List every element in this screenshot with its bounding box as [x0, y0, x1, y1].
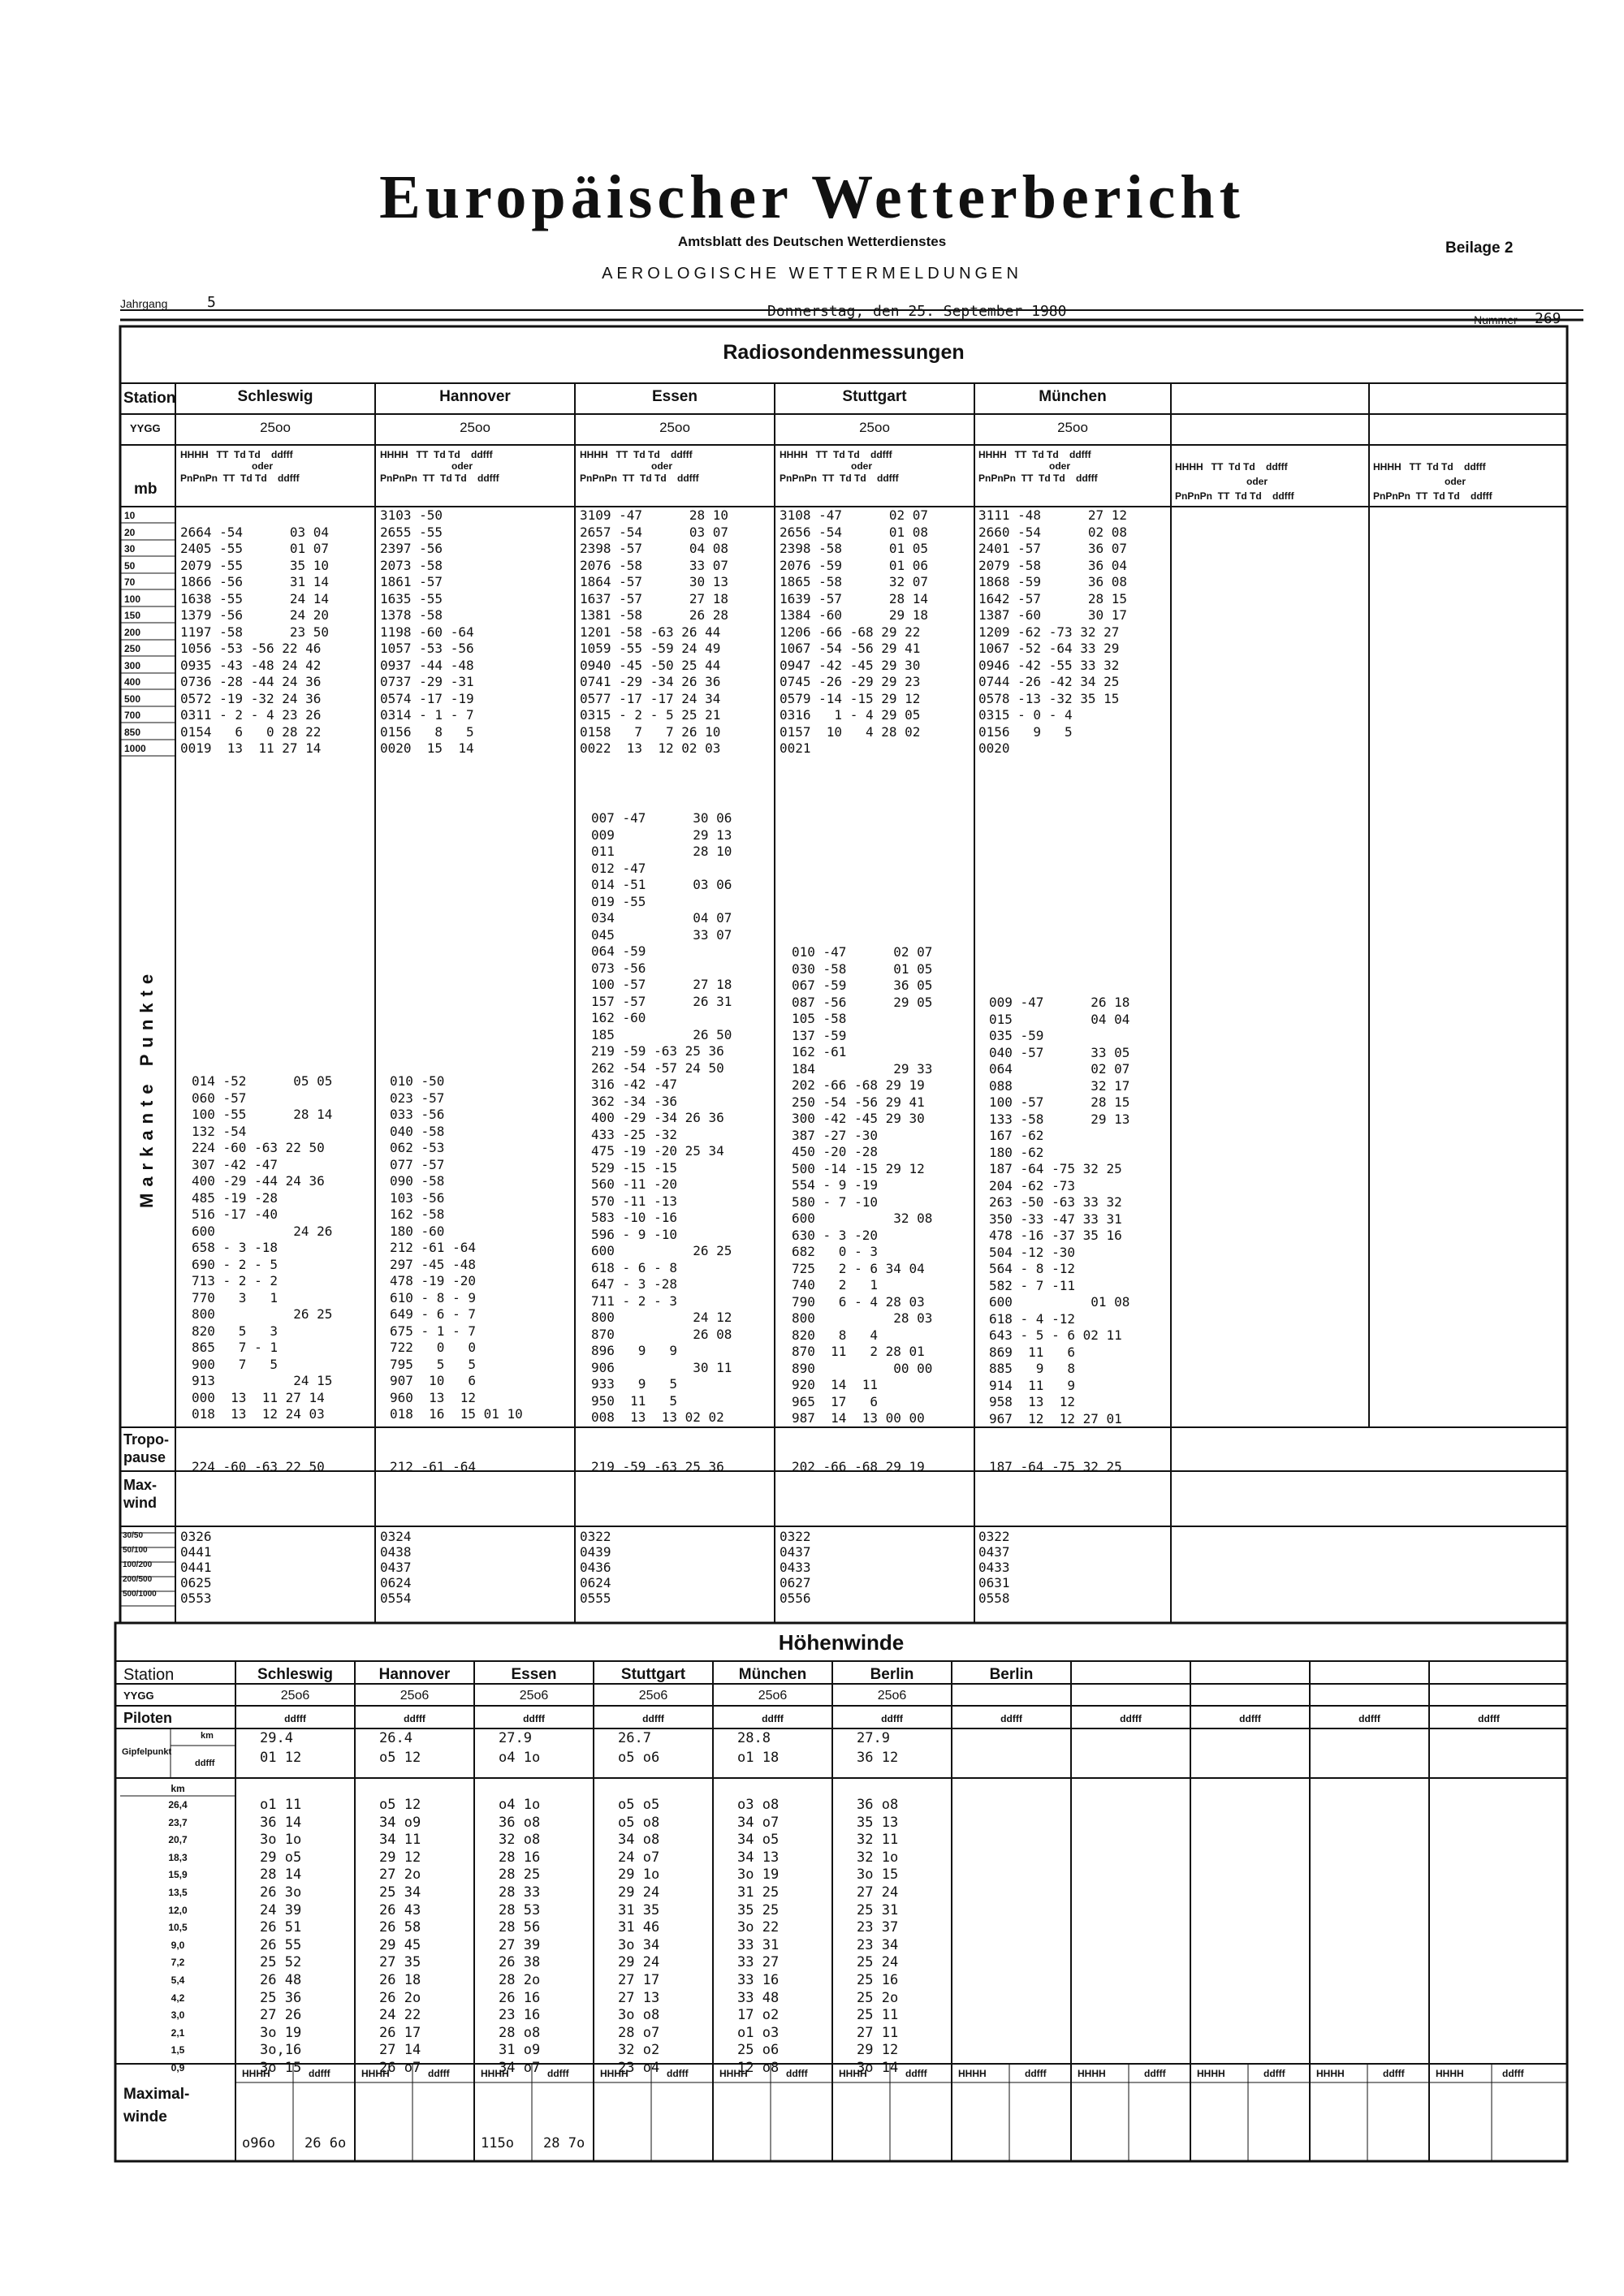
hw-station-yygg: 25o6	[638, 1689, 668, 1703]
tropopause-value: 187 -64 -75 32 25	[989, 1459, 1122, 1474]
station-name: Hannover	[439, 388, 511, 405]
significant-points-data: 010 -47 02 07 030 -58 01 05 067 -59 36 05 087 -56 29 05 105 -58 137 -59 162 -61 184 29 33 202 -66 -68 29 19 250 -54 -56 29 41 300 -42 -45 29 30 387 -27 -30 450 -20 -28 500 -14 -15 29 12 554 - 9 -19 580 - 7 -10 600 32 08 630 - 3 -20 682 0 - 3 725 2 - 6 34 04 740 2 1 790 6 - 4 28 03 800 28 03 820 8 4 870 11 2 28 01 890 00 00 920 14 11 965 17 6 987 14 13 00 00	[792, 944, 933, 1426]
significant-points-data: 014 -52 05 05 060 -57 100 -55 28 14 132 -54 224 -60 -63 22 50 307 -42 -47 400 -29 -44 24 36 485 -19 -28 516 -17 -40 600 24 26 658 - 3 -18 690 - 2 - 5 713 - 2 - 2 770 3 1 800 26 25 820 5 3 865 7 - 1 900 7 5 913 24 15 000 13 11 27 14 018 13 12 24 03	[192, 1073, 333, 1422]
max-ddfff-header: ddfff	[905, 2068, 927, 2079]
gipfel-ddfff: o1 18	[737, 1750, 780, 1766]
maxwind-values: 0324 0438 0437 0624 0554	[380, 1529, 412, 1606]
hw-station-name: Essen	[511, 1666, 557, 1683]
significant-points-data: 009 -47 26 18 015 04 04 035 -59 040 -57 33 05 064 02 07 088 32 17 100 -57 28 15 133 -58 29 13 167 -62 180 -62 187 -64 -75 32 25 204 -62 -73 263 -50 -63 33 32 350 -33 -47 33 31 478 -16 -37 35 16 504 -12 -30 564 - 8 -12 582 - 7 -11 600 01 08 618 - 4 -12 643 - 5 - 6 02 11 869 11 6 885 9 8 914 11 9 958 13 12 967 12 12 27 01	[989, 995, 1130, 1426]
column-header-oder: oder	[651, 460, 673, 472]
max-hhhh-header: HHHH	[600, 2068, 628, 2079]
gipfel-ddfff: o4 1o	[499, 1750, 541, 1766]
hw-piloten-unit: ddfff	[523, 1713, 545, 1724]
gipfel-km: 29.4	[260, 1730, 293, 1746]
column-header: HHHH TT Td Td ddfff	[580, 449, 693, 460]
hw-station-yygg: 25o6	[519, 1689, 549, 1703]
max-ddfff-value: 26 6o	[304, 2135, 347, 2151]
max-hhhh-header: HHHH	[481, 2068, 509, 2079]
maxwind-values: 0326 0441 0441 0625 0553	[180, 1529, 212, 1606]
hw-station-yygg: 25o6	[758, 1689, 788, 1703]
hw-piloten-unit: ddfff	[404, 1713, 425, 1724]
max-ddfff-header: ddfff	[547, 2068, 569, 2079]
column-header: HHHH TT Td Td ddfff	[1175, 461, 1288, 473]
standard-levels-data: 3109 -47 28 10 2657 -54 03 07 2398 -57 04 08 2076 -58 33 07 1864 -57 30 13 1637 -57 27 18 1381 -58 26 28 1201 -58 -63 26 44 1059 -55 -59 24 49 0940 -45 -50 25 44 0741 -29 -34 26 36 0577 -17 -17 24 34 0315 - 2 - 5 25 21 0158 7 7 26 10 0022 13 12 02 03	[580, 507, 729, 756]
max-ddfff-header: ddfff	[786, 2068, 808, 2079]
markante-punkte-label: Markante Punkte	[136, 967, 157, 1208]
hw-piloten-unit: ddfff	[762, 1713, 784, 1724]
hw-piloten-unit: ddfff	[642, 1713, 664, 1724]
max-ddfff-header: ddfff	[1263, 2068, 1285, 2079]
max-ddfff-value: 28 7o	[543, 2135, 585, 2151]
page-subtitle: Amtsblatt des Deutschen Wetterdienstes	[677, 234, 947, 249]
maxwind-label: Max-wind	[123, 1477, 158, 1511]
gipfel-ddfff: o5 12	[379, 1750, 421, 1766]
maxwind-levels: 30/50 50/100 100/200 200/500 500/1000	[123, 1531, 157, 1599]
km-header: km	[171, 1783, 185, 1794]
max-ddfff-header: ddfff	[667, 2068, 689, 2079]
gipfel-km: 26.7	[618, 1730, 651, 1746]
column-header-oder: oder	[1246, 476, 1268, 487]
tropopause-value: 212 -61 -64	[390, 1459, 476, 1474]
column-header: PnPnPn TT Td Td ddfff	[1175, 490, 1294, 502]
max-hhhh-header: HHHH	[1078, 2068, 1106, 2079]
radiosonde-title: Radiosondenmessungen	[723, 341, 965, 364]
max-hhhh-header: HHHH	[1316, 2068, 1345, 2079]
column-header: HHHH TT Td Td ddfff	[978, 449, 1091, 460]
station-name: Stuttgart	[842, 388, 907, 405]
significant-points-data: 010 -50 023 -57 033 -56 040 -58 062 -53 077 -57 090 -58 103 -56 162 -58 180 -60 212 -61 -64 297 -45 -48 478 -19 -20 610 - 8 - 9 649 - 6 - 7 675 - 1 - 7 722 0 0 795 5 5 907 10 6 960 13 12 018 16 15 01 10	[390, 1073, 523, 1422]
max-hhhh-header: HHHH	[839, 2068, 867, 2079]
hw-station-name: Berlin	[870, 1666, 914, 1683]
hw-station-yygg: 25o6	[400, 1689, 430, 1703]
hw-piloten-unit: ddfff	[881, 1713, 903, 1724]
jahrgang-value: 5	[207, 294, 216, 311]
column-header: HHHH TT Td Td ddfff	[780, 449, 892, 460]
hw-station-name: Stuttgart	[620, 1666, 686, 1683]
max-hhhh-header: HHHH	[1197, 2068, 1225, 2079]
tropopause-value: 219 -59 -63 25 36	[591, 1459, 724, 1474]
hw-station-label: Station	[123, 1666, 175, 1684]
pressure-levels: 10 20 30 50 70 100 150 200 250 300 400 500 700 850 1000	[124, 510, 146, 754]
piloten-label: Piloten	[123, 1710, 173, 1726]
hw-wind-values: o1 11 36 14 3o 1o 29 o5 28 14 26 3o 24 39 26 51 26 55 25 52 26 48 25 36 27 26 3o 19 3o,16 3o 15	[260, 1797, 302, 2076]
issue-date: Donnerstag, den 25. September 1980	[767, 303, 1067, 320]
column-header: HHHH TT Td Td ddfff	[380, 449, 493, 460]
column-header: HHHH TT Td Td ddfff	[1373, 461, 1486, 473]
column-header: HHHH TT Td Td ddfff	[180, 449, 293, 460]
column-header: PnPnPn TT Td Td ddfff	[580, 473, 699, 484]
hw-wind-values: 36 o8 35 13 32 11 32 1o 3o 15 27 24 25 31 23 37 23 34 25 24 25 16 25 2o 25 11 27 11 29 12 3o 14	[857, 1797, 899, 2076]
max-ddfff-header: ddfff	[309, 2068, 330, 2079]
maxwind-values: 0322 0439 0436 0624 0555	[580, 1529, 611, 1606]
column-header-oder: oder	[1049, 460, 1071, 472]
hw-station-name: Schleswig	[257, 1666, 333, 1683]
maximalwinde-label: Maximal- winde	[123, 2086, 190, 2126]
maxwind-values: 0322 0437 0433 0627 0556	[780, 1529, 811, 1606]
nummer-value: 269	[1535, 310, 1561, 327]
jahrgang-label: Jahrgang	[120, 297, 168, 310]
column-header-oder: oder	[451, 460, 473, 472]
hw-piloten-unit: ddfff	[1358, 1713, 1380, 1724]
hw-piloten-unit: ddfff	[1239, 1713, 1261, 1724]
station-name: Essen	[652, 388, 698, 405]
significant-points-data: 007 -47 30 06 009 29 13 011 28 10 012 -47 014 -51 03 06 019 -55 034 04 07 045 33 07 064 -59 073 -56 100 -57 27 18 157 -57 26 31 162 -60 185 26 50 219 -59 -63 25 36 262 -54 -57 24 50 316 -42 -47 362 -34 -36 400 -29 -34 26 36 433 -25 -32 475 -19 -20 25 34 529 -15 -15 560 -11 -20 570 -11 -13 583 -10 -16 596 - 9 -10 600 26 25 618 - 6 - 8 647 - 3 -28 711 - 2 - 3 800 24 12 870 26 08 896 9 9 906 30 11 933 9 5 950 11 5 008 13 13 02 02	[591, 810, 732, 1425]
station-yygg: 25oo	[659, 420, 690, 435]
station-name: Schleswig	[237, 388, 313, 405]
station-name: München	[1039, 388, 1107, 405]
hoehenwinde-title: Höhenwinde	[778, 1630, 905, 1655]
nummer-label: Nummer	[1474, 313, 1518, 326]
hw-station-name: München	[738, 1666, 807, 1683]
standard-levels-data: 3108 -47 02 07 2656 -54 01 08 2398 -58 01 05 2076 -59 01 06 1865 -58 32 07 1639 -57 28 14 1384 -60 29 18 1206 -66 -68 29 22 1067 -54 -56 29 41 0947 -42 -45 29 30 0745 -26 -29 29 23 0579 -14 -15 29 12 0316 1 - 4 29 05 0157 10 4 28 02 0021	[780, 507, 929, 756]
tropopause-value: 202 -66 -68 29 19	[792, 1459, 925, 1474]
gipfel-km: 27.9	[857, 1730, 890, 1746]
column-header: PnPnPn TT Td Td ddfff	[180, 473, 300, 484]
max-ddfff-header: ddfff	[1502, 2068, 1524, 2079]
gipfel-ddfff: 36 12	[857, 1750, 899, 1766]
hw-station-yygg: 25o6	[280, 1689, 310, 1703]
yygg-label: YYGG	[130, 422, 161, 434]
max-ddfff-header: ddfff	[1025, 2068, 1047, 2079]
gipfel-km-unit: km	[201, 1731, 214, 1741]
column-header-oder: oder	[851, 460, 873, 472]
gipfelpunkt-label: Gipfelpunkt	[122, 1747, 172, 1757]
standard-levels-data: 2664 -54 03 04 2405 -55 01 07 2079 -55 35 10 1866 -56 31 14 1638 -55 24 14 1379 -56 24 20 1197 -58 23 50 1056 -53 -56 22 46 0935 -43 -48 24 42 0736 -28 -44 24 36 0572 -19 -32 24 36 0311 - 2 - 4 23 26 0154 6 0 28 22 0019 13 11 27 14	[180, 524, 330, 756]
max-hhhh-header: HHHH	[361, 2068, 390, 2079]
page-title: Europäischer Wetterbericht	[379, 163, 1245, 231]
hw-piloten-unit: ddfff	[1000, 1713, 1022, 1724]
column-header-oder: oder	[252, 460, 274, 472]
section-title: AEROLOGISCHE WETTERMELDUNGEN	[602, 265, 1022, 283]
gipfel-km: 28.8	[737, 1730, 771, 1746]
km-levels: 26,4 23,7 20,7 18,3 15,9 13,5 12,0 10,5 9,0 7,2 5,4 4,2 3,0 2,1 1,5 0,9	[168, 1799, 188, 2074]
hw-station-name: Berlin	[989, 1666, 1034, 1683]
hw-wind-values: o5 12 34 o9 34 11 29 12 27 2o 25 34 26 43 26 58 29 45 27 35 26 18 26 2o 24 22 26 17 27 14 26 o7	[379, 1797, 421, 2076]
hw-station-name: Hannover	[378, 1666, 451, 1683]
hw-piloten-unit: ddfff	[1120, 1713, 1142, 1724]
gipfel-ddfff: 01 12	[260, 1750, 302, 1766]
max-hhhh-header: HHHH	[242, 2068, 270, 2079]
station-yygg: 25oo	[460, 420, 490, 435]
hw-piloten-unit: ddfff	[284, 1713, 306, 1724]
max-ddfff-header: ddfff	[428, 2068, 450, 2079]
max-ddfff-header: ddfff	[1144, 2068, 1166, 2079]
gipfel-ddfff: o5 o6	[618, 1750, 660, 1766]
station-yygg: 25oo	[260, 420, 291, 435]
mb-label: mb	[134, 481, 158, 498]
max-hhhh-header: HHHH	[1436, 2068, 1464, 2079]
gipfel-km: 27.9	[499, 1730, 532, 1746]
max-hhhh-header: HHHH	[719, 2068, 748, 2079]
max-ddfff-header: ddfff	[1383, 2068, 1405, 2079]
max-hhhh-header: HHHH	[958, 2068, 987, 2079]
tropopause-value: 224 -60 -63 22 50	[192, 1459, 325, 1474]
station-label: Station	[123, 390, 176, 407]
column-header: PnPnPn TT Td Td ddfff	[380, 473, 499, 484]
station-yygg: 25oo	[859, 420, 890, 435]
column-header: PnPnPn TT Td Td ddfff	[978, 473, 1098, 484]
max-hhhh-value: 115o	[481, 2135, 514, 2151]
gipfel-km: 26.4	[379, 1730, 412, 1746]
hw-wind-values: o4 1o 36 o8 32 o8 28 16 28 25 28 33 28 53 28 56 27 39 26 38 28 2o 26 16 23 16 28 o8 31 o9 34 o7	[499, 1797, 541, 2076]
hw-piloten-unit: ddfff	[1478, 1713, 1500, 1724]
hw-yygg-label: YYGG	[123, 1690, 154, 1702]
beilage-label: Beilage 2	[1445, 240, 1514, 257]
column-header: PnPnPn TT Td Td ddfff	[1373, 490, 1492, 502]
column-header: PnPnPn TT Td Td ddfff	[780, 473, 899, 484]
column-header-oder: oder	[1445, 476, 1466, 487]
tropopause-label: Tropo-pause	[123, 1431, 169, 1465]
standard-levels-data: 3111 -48 27 12 2660 -54 02 08 2401 -57 36 07 2079 -58 36 04 1868 -59 36 08 1642 -57 28 15 1387 -60 30 17 1209 -62 -73 32 27 1067 -52 -64 33 29 0946 -42 -55 33 32 0744 -26 -42 34 25 0578 -13 -32 35 15 0315 - 0 - 4 0156 9 5 0020	[978, 507, 1128, 756]
max-hhhh-value: o96o	[242, 2135, 275, 2151]
hw-wind-values: o3 o8 34 o7 34 o5 34 13 3o 19 31 25 35 25 3o 22 33 31 33 27 33 16 33 48 17 o2 o1 o3 25 o6 12 o8	[737, 1797, 780, 2076]
hw-station-yygg: 25o6	[877, 1689, 907, 1703]
maxwind-values: 0322 0437 0433 0631 0558	[978, 1529, 1010, 1606]
standard-levels-data: 3103 -50 2655 -55 2397 -56 2073 -58 1861 -57 1635 -55 1378 -58 1198 -60 -64 1057 -53 -56 0937 -44 -48 0737 -29 -31 0574 -17 -19 0314 - 1 - 7 0156 8 5 0020 15 14	[380, 507, 474, 756]
gipfel-ddfff-unit: ddfff	[195, 1759, 215, 1768]
station-yygg: 25oo	[1057, 420, 1088, 435]
hw-wind-values: o5 o5 o5 o8 34 o8 24 o7 29 1o 29 24 31 35 31 46 3o 34 29 24 27 17 27 13 3o o8 28 o7 32 o2 23 o4	[618, 1797, 660, 2076]
